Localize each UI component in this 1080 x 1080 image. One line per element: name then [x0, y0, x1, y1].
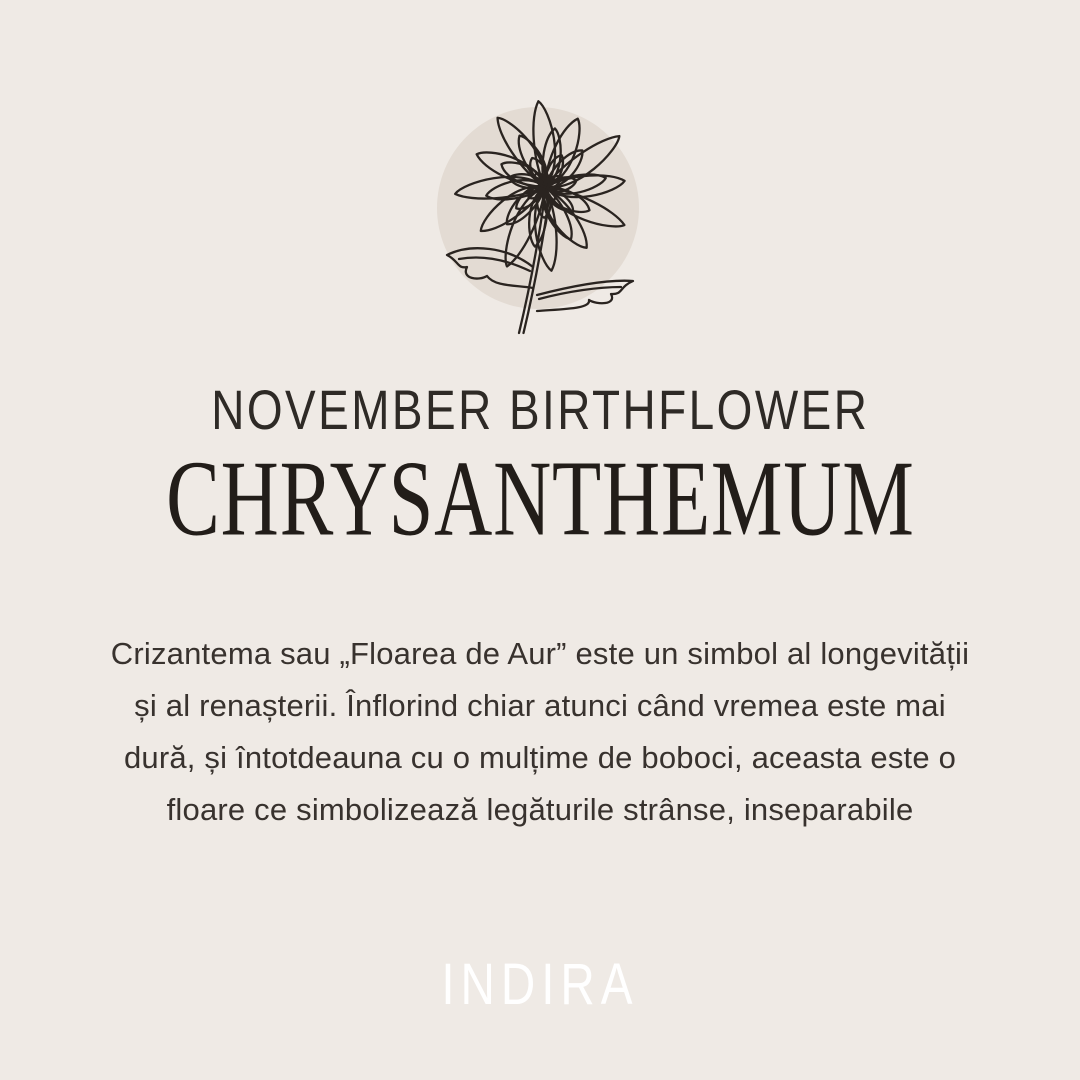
page-title: CHRYSANTHEMUM [165, 438, 915, 559]
brand-logo: INDIRA [441, 950, 639, 1017]
description-line: dură, și întotdeauna cu o mulțime de boboci, aceasta este o [123, 740, 957, 775]
description-line: floare ce simbolizează legăturile strânse, inseparabile [166, 792, 914, 827]
description-text [0, 628, 1080, 836]
brand-row [0, 950, 1080, 1017]
description-line: Crizantema sau „Floarea de Aur” este un simbol al longevității [110, 636, 970, 671]
chrysanthemum-icon [433, 95, 663, 355]
title-row [0, 438, 1080, 559]
eyebrow-heading: NOVEMBER BIRTHFLOWER [210, 378, 870, 441]
description-line: și al renașterii. Înflorind chiar atunci când vremea este mai [134, 688, 946, 723]
eyebrow-row [0, 378, 1080, 441]
chrysanthemum-illustration [433, 95, 663, 355]
